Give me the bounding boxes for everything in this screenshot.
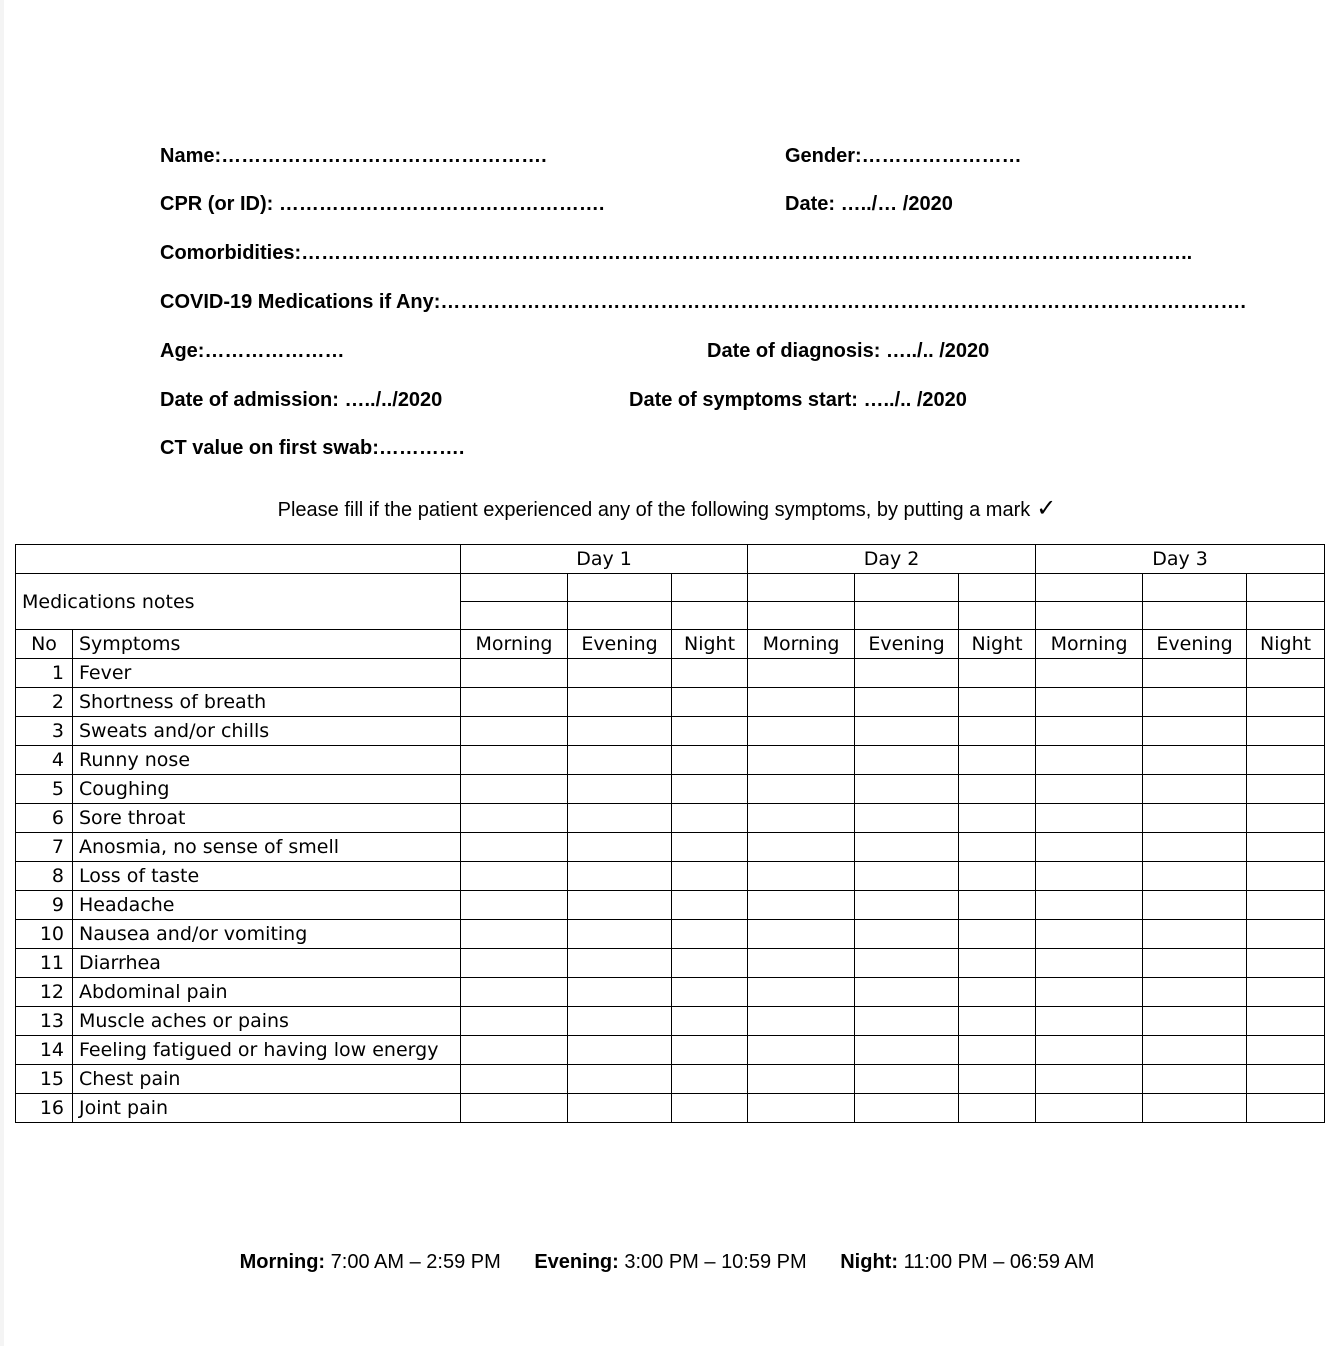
- symptom-row: [16, 775, 1325, 804]
- symptom-name: Joint pain: [73, 1094, 461, 1123]
- symptom-mark-cell[interactable]: [959, 862, 1036, 891]
- symptom-mark-cell[interactable]: [568, 1094, 672, 1123]
- medications-notes-row: [16, 574, 1325, 602]
- symptom-number: 12: [16, 978, 73, 1007]
- symptom-mark-cell[interactable]: [461, 920, 568, 949]
- symptom-mark-cell[interactable]: [1036, 1007, 1143, 1036]
- day-2-header: Day 2: [748, 545, 1036, 574]
- symptom-mark-cell[interactable]: [748, 688, 855, 717]
- med-note-cell[interactable]: [959, 574, 1036, 602]
- symptom-mark-cell[interactable]: [1247, 688, 1325, 717]
- symptom-number: 15: [16, 1065, 73, 1094]
- symptom-mark-cell[interactable]: [959, 891, 1036, 920]
- symptom-mark-cell[interactable]: [855, 891, 959, 920]
- symptom-mark-cell[interactable]: [855, 833, 959, 862]
- symptom-mark-cell[interactable]: [461, 833, 568, 862]
- symptom-mark-cell[interactable]: [855, 1065, 959, 1094]
- symptom-mark-cell[interactable]: [959, 920, 1036, 949]
- symptom-mark-cell[interactable]: [672, 688, 748, 717]
- symptom-name: Chest pain: [73, 1065, 461, 1094]
- symptom-mark-cell[interactable]: [748, 1036, 855, 1065]
- symptom-name: Sweats and/or chills: [73, 717, 461, 746]
- day-3-evening-header: Evening: [1143, 630, 1247, 659]
- date-of-diagnosis-field[interactable]: Date of diagnosis: …../.. /2020: [707, 340, 990, 362]
- med-note-cell[interactable]: [748, 574, 855, 602]
- symptom-mark-cell[interactable]: [1036, 1065, 1143, 1094]
- symptom-mark-cell[interactable]: [568, 920, 672, 949]
- symptom-mark-cell[interactable]: [1247, 1094, 1325, 1123]
- symptom-name: Loss of taste: [73, 862, 461, 891]
- symptom-mark-cell[interactable]: [748, 978, 855, 1007]
- legend-morning-label: Morning:: [239, 1251, 326, 1273]
- gender-field[interactable]: Gender:……………………: [785, 145, 1022, 167]
- symptom-mark-cell[interactable]: [461, 804, 568, 833]
- symptom-mark-cell[interactable]: [1143, 920, 1247, 949]
- symptom-mark-cell[interactable]: [568, 1036, 672, 1065]
- symptom-mark-cell[interactable]: [461, 775, 568, 804]
- symptom-name: Fever: [73, 659, 461, 688]
- symptom-mark-cell[interactable]: [672, 920, 748, 949]
- symptom-mark-cell[interactable]: [672, 804, 748, 833]
- symptom-name: Runny nose: [73, 746, 461, 775]
- symptom-row: [16, 746, 1325, 775]
- med-note-cell[interactable]: [568, 602, 672, 630]
- symptom-mark-cell[interactable]: [855, 1094, 959, 1123]
- symptom-name: Feeling fatigued or having low energy: [73, 1036, 461, 1065]
- symptom-mark-cell[interactable]: [672, 862, 748, 891]
- med-note-cell[interactable]: [855, 574, 959, 602]
- medications-notes-label: Medications notes: [16, 574, 461, 630]
- page-edge: [0, 0, 4, 1346]
- symptom-mark-cell[interactable]: [959, 949, 1036, 978]
- symptom-number: 9: [16, 891, 73, 920]
- symptom-name: Abdominal pain: [73, 978, 461, 1007]
- symptom-mark-cell[interactable]: [672, 717, 748, 746]
- legend-evening-range: 3:00 PM – 10:59 PM: [624, 1251, 807, 1273]
- symptom-mark-cell[interactable]: [461, 949, 568, 978]
- symptom-mark-cell[interactable]: [1143, 804, 1247, 833]
- legend-morning: [240, 1251, 501, 1273]
- symptom-number: 3: [16, 717, 73, 746]
- symptom-mark-cell[interactable]: [568, 1007, 672, 1036]
- symptom-mark-cell[interactable]: [855, 978, 959, 1007]
- symptom-mark-cell[interactable]: [1036, 833, 1143, 862]
- symptom-mark-cell[interactable]: [1036, 978, 1143, 1007]
- symptom-mark-cell[interactable]: [1036, 1036, 1143, 1065]
- symptom-mark-cell[interactable]: [959, 978, 1036, 1007]
- symptom-number: 13: [16, 1007, 73, 1036]
- symptom-mark-cell[interactable]: [1247, 1007, 1325, 1036]
- symptom-mark-cell[interactable]: [672, 1065, 748, 1094]
- comorbidities-field[interactable]: Comorbidities:……………………………………………………………………………………………………………………..: [160, 242, 1193, 264]
- symptom-number: 11: [16, 949, 73, 978]
- symptom-number: 8: [16, 862, 73, 891]
- symptom-mark-cell[interactable]: [672, 775, 748, 804]
- symptom-mark-cell[interactable]: [672, 1007, 748, 1036]
- day-1-morning-header: Morning: [461, 630, 568, 659]
- symptom-row: [16, 1036, 1325, 1065]
- symptom-row: [16, 978, 1325, 1007]
- symptom-mark-cell[interactable]: [1143, 1036, 1247, 1065]
- symptom-mark-cell[interactable]: [748, 1065, 855, 1094]
- symptom-mark-cell[interactable]: [959, 1036, 1036, 1065]
- legend-night-range: 11:00 PM – 06:59 AM: [903, 1251, 1095, 1273]
- symptom-mark-cell[interactable]: [568, 833, 672, 862]
- day-3-header: Day 3: [1036, 545, 1325, 574]
- symptom-mark-cell[interactable]: [568, 949, 672, 978]
- day-2-morning-header: Morning: [748, 630, 855, 659]
- symptom-mark-cell[interactable]: [959, 659, 1036, 688]
- symptom-number: 6: [16, 804, 73, 833]
- date-field[interactable]: Date: …../… /2020: [785, 193, 953, 215]
- day-1-header: Day 1: [461, 545, 748, 574]
- symptom-mark-cell[interactable]: [855, 949, 959, 978]
- symptom-mark-cell[interactable]: [1247, 949, 1325, 978]
- symptom-mark-cell[interactable]: [1036, 717, 1143, 746]
- symptom-mark-cell[interactable]: [1247, 891, 1325, 920]
- symptom-mark-cell[interactable]: [568, 891, 672, 920]
- med-note-cell[interactable]: [855, 602, 959, 630]
- symptom-name: Diarrhea: [73, 949, 461, 978]
- symptom-mark-cell[interactable]: [959, 1065, 1036, 1094]
- no-column-header: No: [16, 630, 73, 659]
- check-mark-icon: ✓: [1036, 495, 1057, 522]
- symptom-name: Headache: [73, 891, 461, 920]
- symptom-number: 14: [16, 1036, 73, 1065]
- symptom-mark-cell[interactable]: [568, 659, 672, 688]
- symptom-mark-cell[interactable]: [1036, 659, 1143, 688]
- symptom-mark-cell[interactable]: [1036, 891, 1143, 920]
- symptom-mark-cell[interactable]: [568, 1065, 672, 1094]
- symptom-mark-cell[interactable]: [748, 804, 855, 833]
- symptom-mark-cell[interactable]: [855, 746, 959, 775]
- symptom-mark-cell[interactable]: [959, 688, 1036, 717]
- age-field[interactable]: Age:…………………: [160, 340, 345, 362]
- symptoms-table: [15, 544, 1325, 1123]
- symptom-mark-cell[interactable]: [461, 978, 568, 1007]
- med-note-cell[interactable]: [1247, 574, 1325, 602]
- symptom-mark-cell[interactable]: [461, 1007, 568, 1036]
- symptom-mark-cell[interactable]: [1143, 717, 1247, 746]
- legend-night: [840, 1251, 1094, 1273]
- med-note-cell[interactable]: [568, 574, 672, 602]
- symptom-name: Coughing: [73, 775, 461, 804]
- symptom-mark-cell[interactable]: [1247, 804, 1325, 833]
- legend-night-label: Night:: [840, 1251, 898, 1273]
- symptom-mark-cell[interactable]: [1247, 978, 1325, 1007]
- ct-value-field[interactable]: CT value on first swab:………….: [160, 437, 465, 459]
- day-3-morning-header: Morning: [1036, 630, 1143, 659]
- symptom-mark-cell[interactable]: [568, 804, 672, 833]
- symptom-mark-cell[interactable]: [461, 1065, 568, 1094]
- symptom-mark-cell[interactable]: [855, 1036, 959, 1065]
- symptom-mark-cell[interactable]: [855, 1007, 959, 1036]
- symptom-number: 2: [16, 688, 73, 717]
- date-of-symptoms-start-field[interactable]: Date of symptoms start: …../.. /2020: [629, 389, 967, 411]
- symptom-mark-cell[interactable]: [855, 775, 959, 804]
- symptom-mark-cell[interactable]: [1036, 949, 1143, 978]
- symptom-mark-cell[interactable]: [1036, 920, 1143, 949]
- symptom-number: 10: [16, 920, 73, 949]
- med-note-cell[interactable]: [1247, 602, 1325, 630]
- symptom-mark-cell[interactable]: [1247, 920, 1325, 949]
- symptom-row: [16, 1094, 1325, 1123]
- symptom-mark-cell[interactable]: [959, 804, 1036, 833]
- symptom-number: 5: [16, 775, 73, 804]
- symptom-mark-cell[interactable]: [855, 920, 959, 949]
- symptom-number: 4: [16, 746, 73, 775]
- day-2-evening-header: Evening: [855, 630, 959, 659]
- symptom-mark-cell[interactable]: [1247, 833, 1325, 862]
- symptom-mark-cell[interactable]: [748, 862, 855, 891]
- symptom-mark-cell[interactable]: [1036, 775, 1143, 804]
- symptom-row: [16, 833, 1325, 862]
- symptom-mark-cell[interactable]: [959, 1094, 1036, 1123]
- blank-header-cell: [16, 545, 461, 574]
- symptom-mark-cell[interactable]: [1143, 746, 1247, 775]
- legend-evening: [534, 1251, 806, 1273]
- day-1-evening-header: Evening: [568, 630, 672, 659]
- name-field[interactable]: Name:………………………………………….: [160, 145, 547, 167]
- symptom-mark-cell[interactable]: [1143, 1065, 1247, 1094]
- med-note-cell[interactable]: [672, 574, 748, 602]
- symptom-number: 16: [16, 1094, 73, 1123]
- day-header-row: [16, 545, 1325, 574]
- symptom-mark-cell[interactable]: [1143, 1094, 1247, 1123]
- symptom-mark-cell[interactable]: [1036, 862, 1143, 891]
- med-note-cell[interactable]: [461, 602, 568, 630]
- symptoms-column-header: Symptoms: [73, 630, 461, 659]
- instruction-text: [0, 496, 1334, 523]
- symptom-name: Muscle aches or pains: [73, 1007, 461, 1036]
- med-note-cell[interactable]: [748, 602, 855, 630]
- day-2-night-header: Night: [959, 630, 1036, 659]
- symptom-mark-cell[interactable]: [1143, 1007, 1247, 1036]
- symptom-mark-cell[interactable]: [748, 1094, 855, 1123]
- med-note-cell[interactable]: [1036, 602, 1143, 630]
- symptom-mark-cell[interactable]: [1247, 746, 1325, 775]
- legend-evening-label: Evening:: [534, 1251, 619, 1273]
- symptom-mark-cell[interactable]: [855, 659, 959, 688]
- symptom-number: 7: [16, 833, 73, 862]
- symptom-mark-cell[interactable]: [1036, 746, 1143, 775]
- symptom-row: [16, 717, 1325, 746]
- symptom-mark-cell[interactable]: [568, 717, 672, 746]
- symptom-mark-cell[interactable]: [461, 746, 568, 775]
- symptom-mark-cell[interactable]: [461, 1094, 568, 1123]
- symptom-mark-cell[interactable]: [672, 833, 748, 862]
- symptom-mark-cell[interactable]: [461, 891, 568, 920]
- symptom-mark-cell[interactable]: [1143, 891, 1247, 920]
- symptom-mark-cell[interactable]: [568, 775, 672, 804]
- med-note-cell[interactable]: [461, 574, 568, 602]
- day-1-night-header: Night: [672, 630, 748, 659]
- symptom-mark-cell[interactable]: [461, 688, 568, 717]
- symptom-mark-cell[interactable]: [748, 746, 855, 775]
- symptom-mark-cell[interactable]: [461, 862, 568, 891]
- symptom-mark-cell[interactable]: [748, 891, 855, 920]
- symptom-name: Anosmia, no sense of smell: [73, 833, 461, 862]
- symptom-mark-cell[interactable]: [959, 1007, 1036, 1036]
- medications-field[interactable]: COVID-19 Medications if Any:………………………………………………………………………………………………………….: [160, 291, 1246, 313]
- symptom-mark-cell[interactable]: [748, 717, 855, 746]
- med-note-cell[interactable]: [1143, 574, 1247, 602]
- symptom-mark-cell[interactable]: [1143, 949, 1247, 978]
- symptom-mark-cell[interactable]: [461, 717, 568, 746]
- symptom-row: [16, 1065, 1325, 1094]
- symptom-mark-cell[interactable]: [1143, 775, 1247, 804]
- symptom-mark-cell[interactable]: [568, 862, 672, 891]
- symptom-mark-cell[interactable]: [1143, 688, 1247, 717]
- symptom-mark-cell[interactable]: [959, 833, 1036, 862]
- symptom-mark-cell[interactable]: [672, 1036, 748, 1065]
- symptom-mark-cell[interactable]: [672, 746, 748, 775]
- symptom-mark-cell[interactable]: [672, 949, 748, 978]
- symptom-mark-cell[interactable]: [461, 1036, 568, 1065]
- symptom-mark-cell[interactable]: [672, 1094, 748, 1123]
- symptom-number: 1: [16, 659, 73, 688]
- symptom-mark-cell[interactable]: [1247, 862, 1325, 891]
- symptom-mark-cell[interactable]: [1036, 1094, 1143, 1123]
- symptom-mark-cell[interactable]: [959, 717, 1036, 746]
- symptom-mark-cell[interactable]: [1036, 804, 1143, 833]
- symptom-row: [16, 862, 1325, 891]
- symptom-mark-cell[interactable]: [568, 746, 672, 775]
- symptom-mark-cell[interactable]: [1247, 659, 1325, 688]
- symptom-row: [16, 949, 1325, 978]
- symptom-row: [16, 659, 1325, 688]
- symptom-mark-cell[interactable]: [672, 978, 748, 1007]
- symptom-name: Sore throat: [73, 804, 461, 833]
- symptom-mark-cell[interactable]: [1247, 717, 1325, 746]
- symptom-mark-cell[interactable]: [748, 833, 855, 862]
- legend-morning-range: 7:00 AM – 2:59 PM: [330, 1251, 501, 1273]
- symptom-mark-cell[interactable]: [748, 775, 855, 804]
- symptom-mark-cell[interactable]: [855, 717, 959, 746]
- symptom-mark-cell[interactable]: [1143, 833, 1247, 862]
- symptom-mark-cell[interactable]: [748, 920, 855, 949]
- day-3-night-header: Night: [1247, 630, 1325, 659]
- symptom-mark-cell[interactable]: [1247, 775, 1325, 804]
- med-note-cell[interactable]: [1036, 574, 1143, 602]
- med-note-cell[interactable]: [959, 602, 1036, 630]
- symptom-mark-cell[interactable]: [855, 862, 959, 891]
- symptom-mark-cell[interactable]: [568, 978, 672, 1007]
- symptom-mark-cell[interactable]: [1143, 659, 1247, 688]
- symptom-mark-cell[interactable]: [855, 804, 959, 833]
- symptom-row: [16, 804, 1325, 833]
- symptom-mark-cell[interactable]: [748, 949, 855, 978]
- symptom-mark-cell[interactable]: [855, 688, 959, 717]
- symptom-row: [16, 891, 1325, 920]
- cpr-field[interactable]: CPR (or ID): ………………………………………….: [160, 193, 605, 215]
- instruction-label: Please fill if the patient experienced any of the following symptoms, by putting a mark: [277, 499, 1031, 521]
- symptom-mark-cell[interactable]: [748, 1007, 855, 1036]
- time-legend: [0, 1249, 1334, 1275]
- symptom-mark-cell[interactable]: [959, 775, 1036, 804]
- med-note-cell[interactable]: [672, 602, 748, 630]
- symptom-mark-cell[interactable]: [959, 746, 1036, 775]
- date-of-admission-field[interactable]: Date of admission: …../../2020: [160, 389, 443, 411]
- symptom-row: [16, 688, 1325, 717]
- symptom-mark-cell[interactable]: [748, 659, 855, 688]
- symptom-mark-cell[interactable]: [1247, 1036, 1325, 1065]
- symptom-mark-cell[interactable]: [672, 659, 748, 688]
- symptom-row: [16, 920, 1325, 949]
- symptom-mark-cell[interactable]: [1247, 1065, 1325, 1094]
- symptom-name: Nausea and/or vomiting: [73, 920, 461, 949]
- symptom-row: [16, 1007, 1325, 1036]
- symptom-mark-cell[interactable]: [461, 659, 568, 688]
- symptom-mark-cell[interactable]: [1036, 688, 1143, 717]
- symptom-mark-cell[interactable]: [1143, 862, 1247, 891]
- symptom-mark-cell[interactable]: [672, 891, 748, 920]
- column-header-row: [16, 630, 1325, 659]
- symptom-mark-cell[interactable]: [568, 688, 672, 717]
- symptom-mark-cell[interactable]: [1143, 978, 1247, 1007]
- med-note-cell[interactable]: [1143, 602, 1247, 630]
- symptom-name: Shortness of breath: [73, 688, 461, 717]
